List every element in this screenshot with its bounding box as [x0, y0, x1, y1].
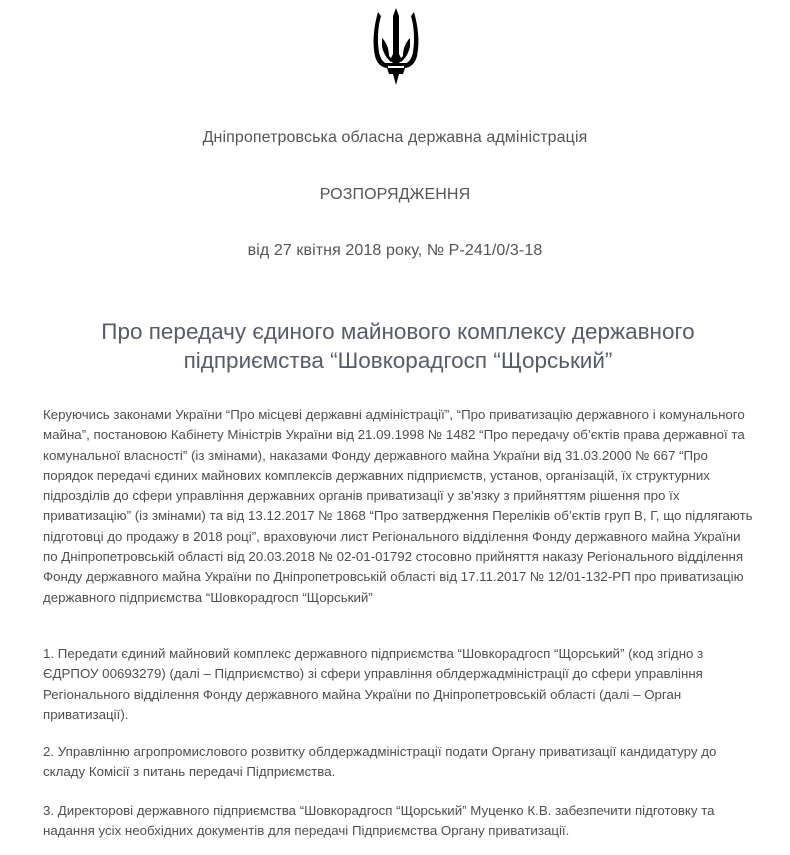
coat-of-arms-icon: [372, 8, 420, 86]
document-type: РОЗПОРЯДЖЕННЯ: [319, 186, 471, 203]
item-3-paragraph: 3. Директорові державного підприємства “Шовкорадгосп “Щорський” Муценко К.В. забезпечити підготовку та надання усіх необхідних документів для передачі Підприємства Органу приватизації.: [43, 803, 715, 839]
preamble-paragraph: Керуючись законами України “Про місцеві державні адміністрації”, “Про приватизацію державного і комунального майна”, постановою Кабінету Міністрів України від 21.09.1998 № 1482 “Про передачу об’єктів права державної та комунальної власності” (із змінами), наказами Фонду державного майна України від 31.03.2000 № 667 “Про порядок передачі єдиних майнових комплексів державних підприємств, установ, організацій, їх структурних підрозділів до сфери управління державних органів приватизації у зв’язку з прийняттям рішення про їх приватизацію” (із змінами) та від 13.12.2017 № 1868 “Про затвердження Переліків об’єктів груп В, Г, що підлягають підготовці до продажу в 2018 році”, враховуючи лист Регіонального відділення Фонду державного майна України по Дніпропетровській області від 20.03.2018 № 02-01-01792 стосовно прийняття наказу Регіонального відділення Фонду державного майна України по Дніпропетровській області від 17.11.2017 № 12/01-132-РП про приватизацію державного підприємства “Шовкорадгосп “Щорський”: [43, 407, 753, 605]
document-title: Про передачу єдиного майнового комплексу державного підприємства “Шовкорадгосп “Щорський”: [101, 319, 695, 373]
item-2-paragraph: 2. Управлінню агропромислового розвитку облдержадміністрації подати Органу приватизації кандидатуру до складу Комісії з питань передачі Підприємства.: [43, 744, 717, 780]
item-1-paragraph: 1. Передати єдиний майновий комплекс державного підприємства “Шовкорадгосп “Щорський” (код згідно з ЄДРПОУ 00693279) (далі – Підприємство) зі сфери управління облдержадміністрації до сфери управління Регіонального відділення Фонду державного майна України по Дніпропетровській області (далі – Орган приватизації).: [43, 646, 704, 722]
document-date-number: від 27 квітня 2018 року, № Р-241/0/3-18: [247, 242, 543, 259]
organization-name: Дніпропетровська обласна державна адміністрація: [202, 129, 588, 146]
